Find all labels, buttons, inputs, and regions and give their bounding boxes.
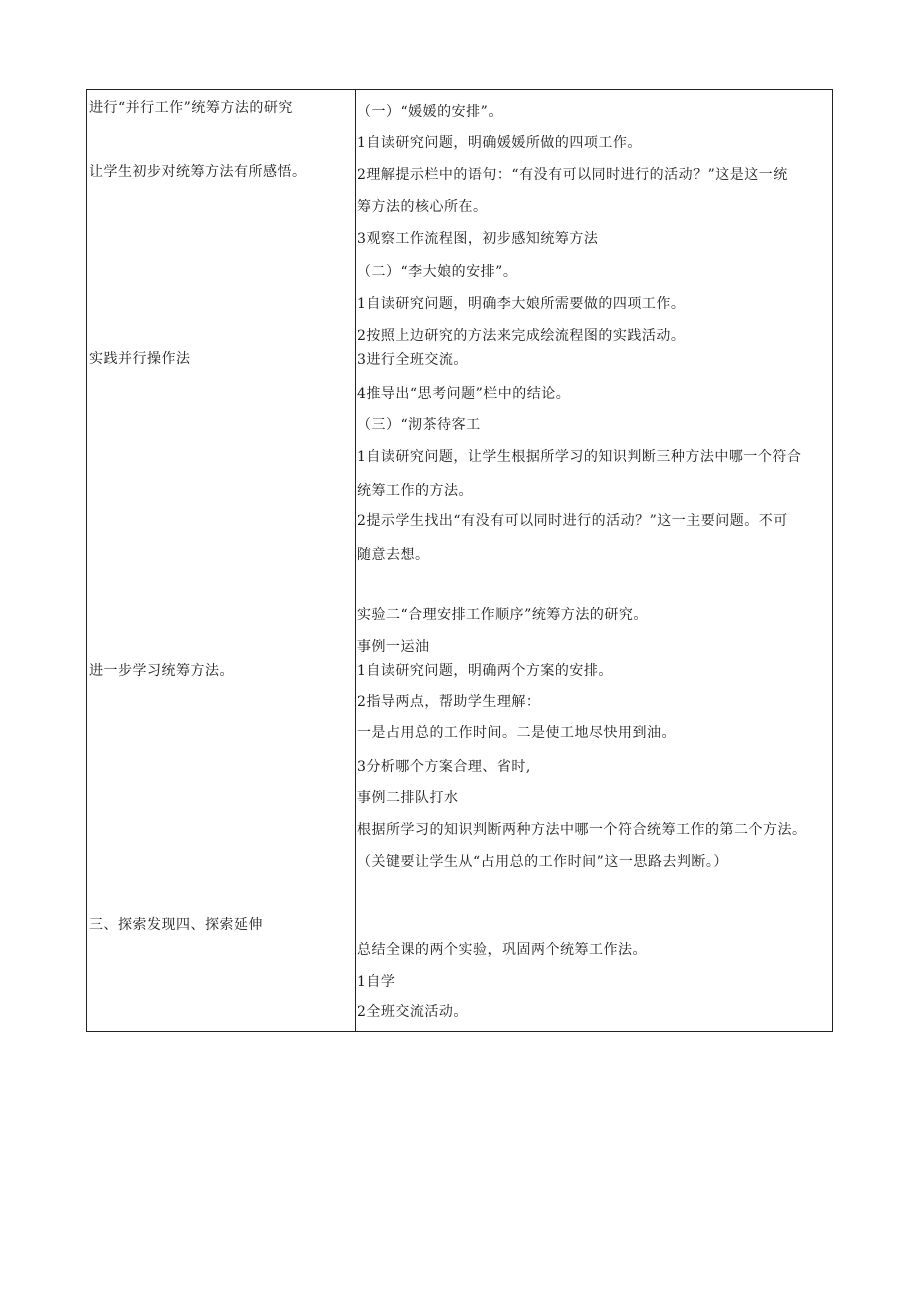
right-line: 1自读研究问题，明确媛媛所做的四项工作。	[357, 135, 642, 151]
right-line: 2指导两点，帮助学生理解：	[357, 694, 541, 710]
right-line: 随意去想。	[357, 547, 430, 563]
right-line: 事例一运油	[357, 639, 430, 655]
right-line: 一是占用总的工作时间。二是使工地尽快用到油。	[357, 725, 676, 741]
right-line: 统筹工作的方法。	[357, 483, 473, 499]
left-line-further-study: 进一步学习统筹方法。	[89, 663, 234, 679]
right-line: （一）“媛媛的安排”。	[357, 104, 503, 120]
right-line: 实验二“合理安排工作顺序”统筹方法的研究。	[357, 607, 648, 623]
right-line: 2理解提示栏中的语句：“有没有可以同时进行的活动？”这是这一统	[357, 167, 788, 183]
right-line: 3进行全班交流。	[357, 352, 468, 368]
right-line: 事例二排队打水	[357, 790, 459, 806]
right-line: 筹方法的核心所在。	[357, 199, 488, 215]
right-line: 2全班交流活动。	[357, 1004, 468, 1020]
right-line: 1自读研究问题，明确李大娘所需要做的四项工作。	[357, 296, 686, 312]
right-line: 1自学	[357, 974, 396, 990]
right-line: （二）“李大娘的安排”。	[357, 264, 518, 280]
right-line: 2按照上边研究的方法来完成绘流程图的实践活动。	[357, 328, 686, 344]
column-divider	[355, 90, 356, 1031]
right-line: 1自读研究问题，让学生根据所学习的知识判断三种方法中哪一个符合	[357, 449, 802, 465]
right-line: （关键要让学生从“占用总的工作时间”这一思路去判断。）	[357, 854, 728, 870]
lesson-plan-table	[86, 89, 833, 1032]
right-line: 根据所学习的知识判断两种方法中哪一个符合统筹工作的第二个方法。	[357, 822, 807, 838]
right-line: 1自读研究问题，明确两个方案的安排。	[357, 663, 613, 679]
left-line-practice-parallel: 实践并行操作法	[89, 351, 191, 367]
left-line-explore-extend: 三、探索发现四、探索延伸	[89, 917, 263, 933]
right-line: 2提示学生找出“有没有可以同时进行的活动？”这一主要问题。不可	[357, 513, 788, 529]
right-line: 4推导出“思考问题”栏中的结论。	[357, 386, 571, 402]
right-line: 3观察工作流程图，初步感知统筹方法	[357, 231, 599, 247]
right-line: 总结全课的两个实验，巩固两个统筹工作法。	[357, 942, 647, 958]
left-line-initial-insight: 让学生初步对统筹方法有所感悟。	[89, 164, 307, 180]
right-line: （三）“沏茶待客工	[357, 417, 481, 433]
left-line-research-parallel: 进行“并行工作”统筹方法的研究	[89, 100, 293, 116]
right-line: 3分析哪个方案合理、省时,	[357, 759, 531, 775]
